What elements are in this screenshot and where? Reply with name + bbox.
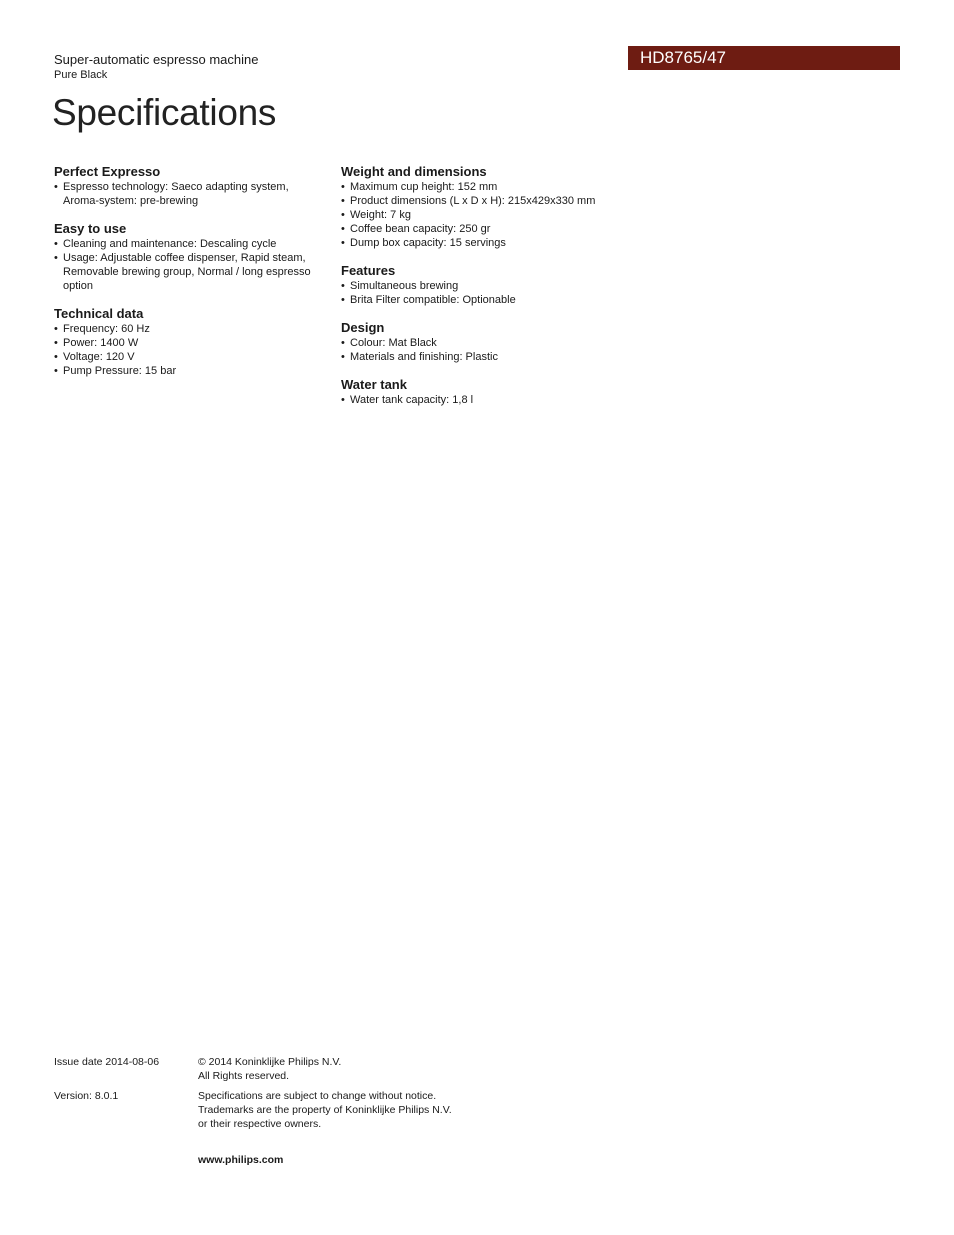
- spec-section: [341, 377, 641, 407]
- product-variant: Pure Black: [54, 69, 108, 81]
- section-title: Features: [341, 263, 396, 278]
- copyright-line: © 2014 Koninklijke Philips N.V.: [198, 1056, 342, 1068]
- footer-version: [54, 1089, 118, 1103]
- spec-item: • Product dimensions (L x D x H): 215x429x330 mm: [341, 194, 641, 208]
- section-title: Easy to use: [54, 221, 127, 236]
- spec-item: • Dump box capacity: 15 servings: [341, 236, 641, 250]
- trademark-line: Trademarks are the property of Koninklijke Philips N.V.: [198, 1104, 452, 1116]
- spec-list: [54, 322, 329, 378]
- spec-list: [341, 393, 641, 407]
- spec-item: • Frequency: 60 Hz: [54, 322, 329, 336]
- issue-date-text: Issue date 2014-08-06: [54, 1056, 160, 1068]
- spec-item: • Weight: 7 kg: [341, 208, 641, 222]
- notice-line: Specifications are subject to change without notice.: [198, 1090, 437, 1102]
- spec-item: • Brita Filter compatible: Optionable: [341, 293, 641, 307]
- owners-line: or their respective owners.: [198, 1118, 322, 1130]
- website-link[interactable]: www.philips.com: [198, 1154, 284, 1166]
- spec-item: • Maximum cup height: 152 mm: [341, 180, 641, 194]
- spec-list: [54, 180, 329, 208]
- spec-column-right: [341, 164, 641, 420]
- spec-item: • Materials and finishing: Plastic: [341, 350, 641, 364]
- footer-issue-date: [54, 1055, 159, 1069]
- footer-website: [198, 1153, 283, 1167]
- spec-section: [341, 263, 641, 307]
- section-title: Water tank: [341, 377, 407, 392]
- spec-section: [54, 164, 329, 208]
- model-badge: HD8765/47: [628, 46, 900, 70]
- spec-item: • Usage: Adjustable coffee dispenser, Rapid steam, Removable brewing group, Normal / long espresso option: [54, 251, 329, 293]
- version-text: Version: 8.0.1: [54, 1090, 119, 1102]
- spec-item: • Power: 1400 W: [54, 336, 329, 350]
- footer-notice: [198, 1089, 452, 1131]
- spec-item: • Pump Pressure: 15 bar: [54, 364, 329, 378]
- spec-section: [341, 164, 641, 250]
- spec-column-left: [54, 164, 329, 391]
- section-title: Perfect Expresso: [54, 164, 161, 179]
- spec-list: [341, 279, 641, 307]
- section-title: Design: [341, 320, 385, 335]
- spec-item: • Espresso technology: Saeco adapting system,: [54, 180, 329, 194]
- spec-list: [54, 237, 329, 293]
- spec-item: Aroma-system: pre-brewing: [63, 195, 199, 207]
- footer-copyright: [198, 1055, 341, 1083]
- page-title: Specifications: [52, 92, 277, 133]
- spec-item: • Cleaning and maintenance: Descaling cycle: [54, 237, 329, 251]
- spec-list: [341, 336, 641, 364]
- spec-section: [341, 320, 641, 364]
- spec-item: • Simultaneous brewing: [341, 279, 641, 293]
- section-title: Weight and dimensions: [341, 164, 487, 179]
- spec-item: • Coffee bean capacity: 250 gr: [341, 222, 641, 236]
- section-title: Technical data: [54, 306, 144, 321]
- rights-line: All Rights reserved.: [198, 1070, 290, 1082]
- spec-item: • Voltage: 120 V: [54, 350, 329, 364]
- product-name: Super-automatic espresso machine: [54, 52, 259, 67]
- spec-item: • Water tank capacity: 1,8 l: [341, 393, 641, 407]
- spec-list: [341, 180, 641, 250]
- spec-section: [54, 306, 329, 378]
- spec-section: [54, 221, 329, 293]
- spec-item: • Colour: Mat Black: [341, 336, 641, 350]
